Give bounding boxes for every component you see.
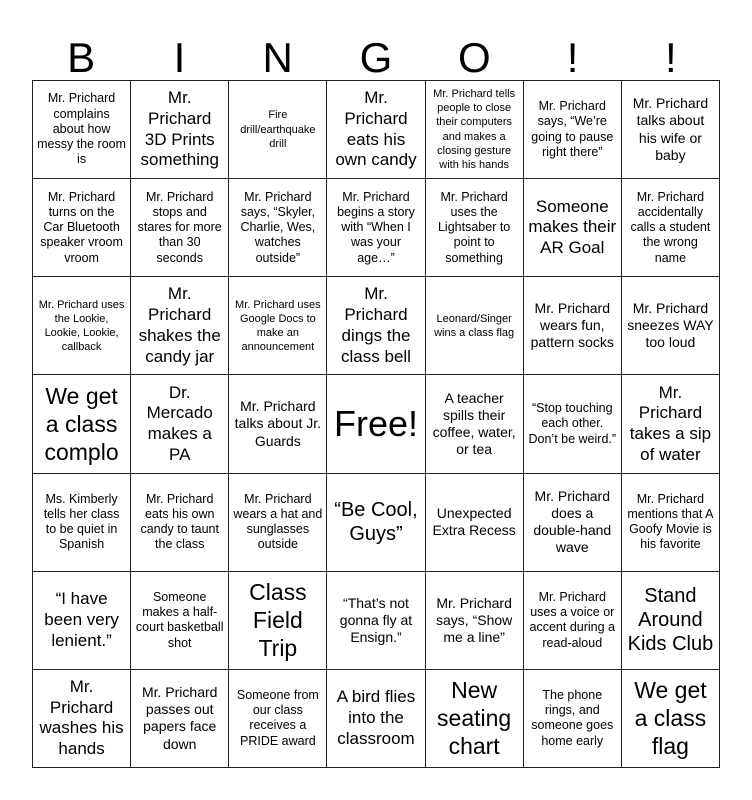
header-letter-o: O xyxy=(457,34,491,81)
bingo-cell[interactable]: Ms. Kimberly tells her class to be quiet in Spanish xyxy=(33,474,131,572)
bingo-cell[interactable]: Mr. Prichard begins a story with “When I was your age…” xyxy=(327,179,425,277)
bingo-cell[interactable]: Mr. Prichard uses Google Docs to make an announcement xyxy=(229,277,327,375)
bingo-cell[interactable]: Unexpected Extra Recess xyxy=(426,474,524,572)
bingo-cell[interactable]: Class Field Trip xyxy=(229,572,327,670)
bingo-cell[interactable]: New seating chart xyxy=(426,670,524,768)
bingo-cell[interactable]: Mr. Prichard 3D Prints something xyxy=(131,81,229,179)
bingo-cell[interactable]: “Stop touching each other. Don’t be weird.” xyxy=(524,375,622,473)
bingo-cell[interactable]: Someone from our class receives a PRIDE award xyxy=(229,670,327,768)
bingo-cell[interactable]: Mr. Prichard complains about how messy the room is xyxy=(33,81,131,179)
bingo-cell[interactable]: “That’s not gonna fly at Ensign.” xyxy=(327,572,425,670)
bingo-cell[interactable]: Mr. Prichard talks about his wife or baby xyxy=(622,81,720,179)
bingo-cell[interactable]: “Be Cool, Guys” xyxy=(327,474,425,572)
bingo-cell[interactable]: Mr. Prichard washes his hands xyxy=(33,670,131,768)
header-letter-exclaim-1: ! xyxy=(566,34,579,81)
bingo-cell[interactable]: Mr. Prichard shakes the candy jar xyxy=(131,277,229,375)
bingo-cell[interactable]: We get a class flag xyxy=(622,670,720,768)
header-letter-b: B xyxy=(67,34,96,81)
bingo-cell[interactable]: Mr. Prichard says, “Show me a line” xyxy=(426,572,524,670)
bingo-cell[interactable]: Mr. Prichard says, “Skyler, Charlie, Wes, watches outside” xyxy=(229,179,327,277)
bingo-cell[interactable]: Mr. Prichard accidentally calls a student the wrong name xyxy=(622,179,720,277)
bingo-cell[interactable]: Mr. Prichard eats his own candy xyxy=(327,81,425,179)
bingo-cell[interactable]: Mr. Prichard stops and stares for more than 30 seconds xyxy=(131,179,229,277)
bingo-cell[interactable]: Mr. Prichard uses the Lookie, Lookie, Lookie, callback xyxy=(33,277,131,375)
bingo-cell[interactable]: Mr. Prichard uses the Lightsaber to point to something xyxy=(426,179,524,277)
bingo-cell[interactable]: Mr. Prichard sneezes WAY too loud xyxy=(622,277,720,375)
header-letter-i: I xyxy=(173,34,186,81)
bingo-cell[interactable]: Mr. Prichard eats his own candy to taunt the class xyxy=(131,474,229,572)
bingo-cell[interactable]: We get a class complo xyxy=(33,375,131,473)
bingo-cell[interactable]: Mr. Prichard turns on the Car Bluetooth speaker vroom vroom xyxy=(33,179,131,277)
bingo-cell[interactable]: Someone makes their AR Goal xyxy=(524,179,622,277)
bingo-cell[interactable]: Fire drill/earthquake drill xyxy=(229,81,327,179)
bingo-cell[interactable]: “I have been very lenient.” xyxy=(33,572,131,670)
bingo-cell[interactable]: Mr. Prichard does a double-hand wave xyxy=(524,474,622,572)
bingo-cell[interactable]: A teacher spills their coffee, water, or tea xyxy=(426,375,524,473)
bingo-cell[interactable]: Mr. Prichard wears fun, pattern socks xyxy=(524,277,622,375)
header-letter-exclaim-2: ! xyxy=(665,34,677,81)
header-letter-n: N xyxy=(262,34,293,81)
bingo-cell[interactable]: Mr. Prichard uses a voice or accent during a read-aloud xyxy=(524,572,622,670)
header-letter-g: G xyxy=(359,34,393,81)
bingo-cell[interactable]: A bird flies into the classroom xyxy=(327,670,425,768)
bingo-cell[interactable]: Mr. Prichard talks about Jr. Guards xyxy=(229,375,327,473)
bingo-cell[interactable]: Stand Around Kids Club xyxy=(622,572,720,670)
free-space-cell[interactable]: Free! xyxy=(327,375,425,473)
bingo-cell[interactable]: Someone makes a half-court basketball shot xyxy=(131,572,229,670)
bingo-cell[interactable]: Mr. Prichard says, “We’re going to pause right there” xyxy=(524,81,622,179)
bingo-board xyxy=(32,80,720,768)
bingo-cell[interactable]: Mr. Prichard wears a hat and sunglasses outside xyxy=(229,474,327,572)
bingo-cell[interactable]: Mr. Prichard takes a sip of water xyxy=(622,375,720,473)
bingo-cell[interactable]: Mr. Prichard passes out papers face down xyxy=(131,670,229,768)
bingo-cell[interactable]: Leonard/Singer wins a class flag xyxy=(426,277,524,375)
bingo-cell[interactable]: The phone rings, and someone goes home early xyxy=(524,670,622,768)
bingo-cell[interactable]: Dr. Mercado makes a PA xyxy=(131,375,229,473)
bingo-cell[interactable]: Mr. Prichard dings the class bell xyxy=(327,277,425,375)
bingo-header xyxy=(32,34,720,82)
bingo-cell[interactable]: Mr. Prichard tells people to close their computers and makes a closing gesture with his hands xyxy=(426,81,524,179)
bingo-cell[interactable]: Mr. Prichard mentions that A Goofy Movie is his favorite xyxy=(622,474,720,572)
